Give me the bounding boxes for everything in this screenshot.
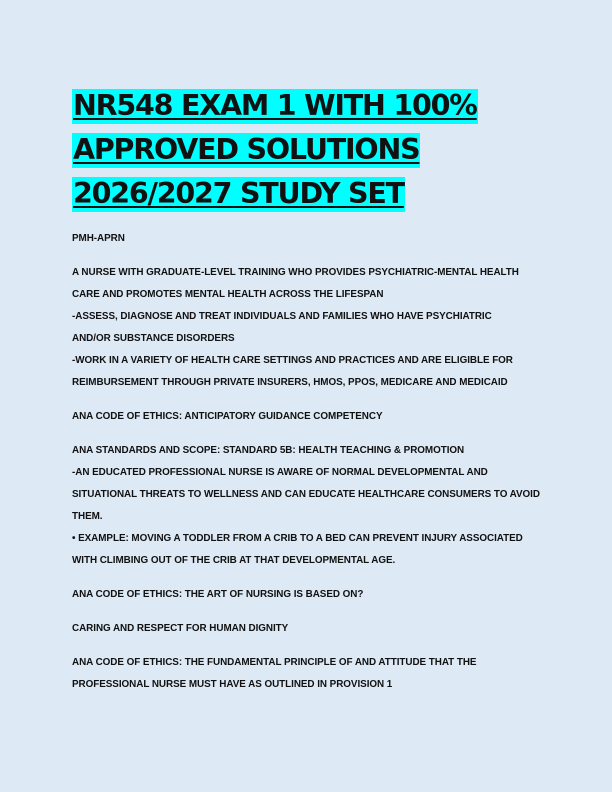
- entry-line: ANA STANDARDS AND SCOPE: STANDARD 5B: HEALTH TEACHING & PROMOTION: [72, 445, 465, 456]
- entry-line: SITUATIONAL THREATS TO WELLNESS AND CAN EDUCATE HEALTHCARE CONSUMERS TO AVOID: [72, 489, 540, 500]
- entry-line: CARING AND RESPECT FOR HUMAN DIGNITY: [72, 623, 289, 634]
- entry-line: A NURSE WITH GRADUATE-LEVEL TRAINING WHO PROVIDES PSYCHIATRIC-MENTAL HEALTH: [72, 267, 519, 278]
- entry-line: -AN EDUCATED PROFESSIONAL NURSE IS AWARE OF NORMAL DEVELOPMENTAL AND: [72, 467, 488, 478]
- study-entry: [72, 262, 544, 394]
- entry-line: PMH-APRN: [72, 233, 125, 244]
- entry-line: -WORK IN A VARIETY OF HEALTH CARE SETTINGS AND PRACTICES AND ARE ELIGIBLE FOR: [72, 355, 513, 366]
- study-entry: [72, 440, 544, 572]
- document-page: [72, 84, 544, 708]
- study-entry: [72, 584, 544, 606]
- study-entry: [72, 228, 544, 250]
- title-line: 2026/2027 STUDY SET: [73, 177, 404, 210]
- entry-line: THEM.: [72, 511, 103, 522]
- entry-line: ANA CODE OF ETHICS: ANTICIPATORY GUIDANCE COMPETENCY: [72, 411, 383, 422]
- entry-line: PROFESSIONAL NURSE MUST HAVE AS OUTLINED IN PROVISION 1: [72, 679, 393, 690]
- study-entry: [72, 652, 544, 696]
- entry-line: -ASSESS, DIAGNOSE AND TREAT INDIVIDUALS AND FAMILIES WHO HAVE PSYCHIATRIC: [72, 311, 492, 322]
- entry-line: ANA CODE OF ETHICS: THE ART OF NURSING IS BASED ON?: [72, 589, 364, 600]
- entry-line: ANA CODE OF ETHICS: THE FUNDAMENTAL PRINCIPLE OF AND ATTITUDE THAT THE: [72, 657, 477, 668]
- title-line: APPROVED SOLUTIONS: [73, 133, 420, 166]
- entry-line: CARE AND PROMOTES MENTAL HEALTH ACROSS THE LIFESPAN: [72, 289, 384, 300]
- entry-line: REIMBURSEMENT THROUGH PRIVATE INSURERS, HMOS, PPOS, MEDICARE AND MEDICAID: [72, 377, 508, 388]
- document-title: [72, 84, 544, 216]
- study-entry: [72, 618, 544, 640]
- entry-line: • EXAMPLE: MOVING A TODDLER FROM A CRIB TO A BED CAN PREVENT INJURY ASSOCIATED: [72, 533, 523, 544]
- entry-line: AND/OR SUBSTANCE DISORDERS: [72, 333, 235, 344]
- title-line: NR548 EXAM 1 WITH 100%: [73, 89, 477, 122]
- entry-line: WITH CLIMBING OUT OF THE CRIB AT THAT DEVELOPMENTAL AGE.: [72, 555, 396, 566]
- study-entry: [72, 406, 544, 428]
